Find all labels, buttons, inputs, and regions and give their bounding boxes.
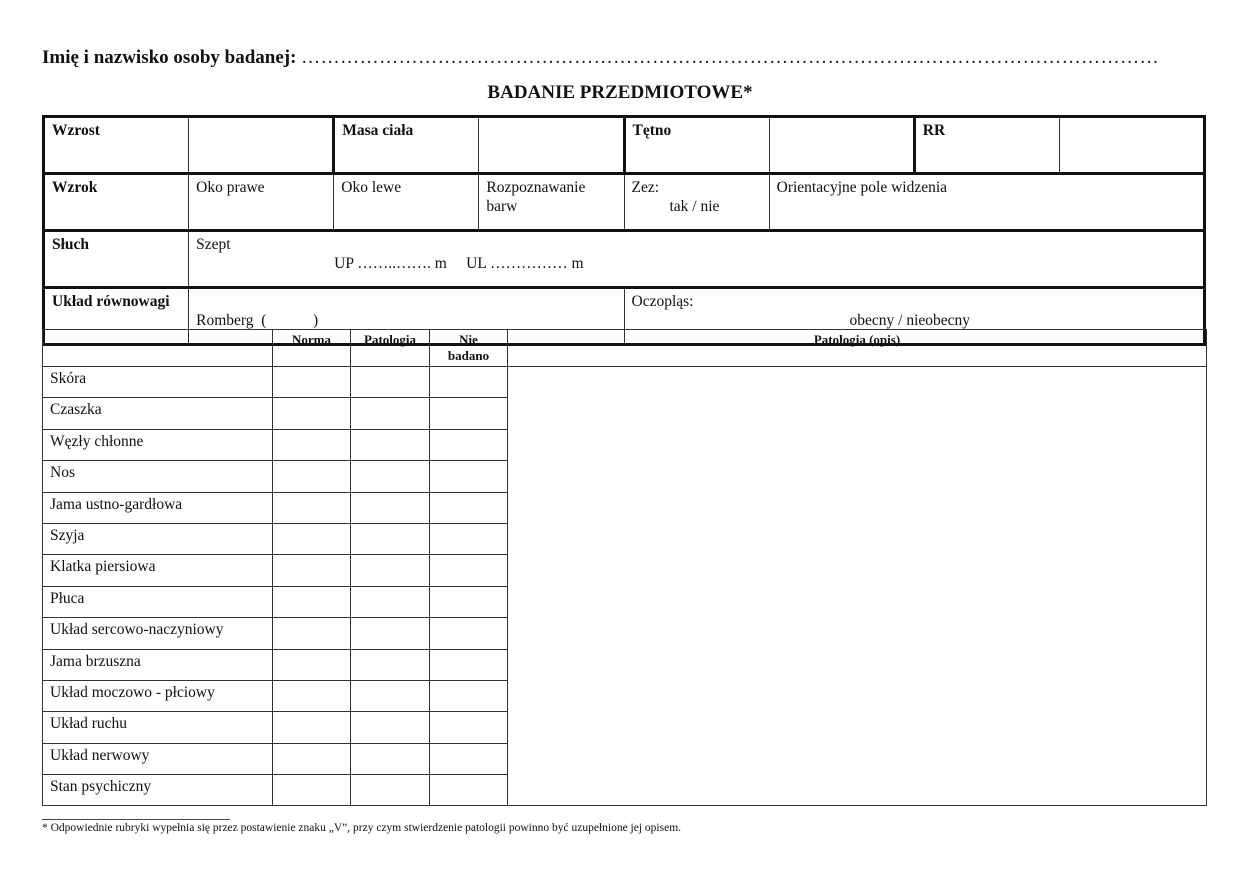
nie-badano-cell[interactable] [430, 367, 508, 398]
nie-badano-cell[interactable] [430, 492, 508, 523]
tetno-label: Tętno [624, 117, 769, 174]
rr-label: RR [914, 117, 1059, 174]
zez-options: tak / nie [669, 198, 720, 215]
patologia-cell[interactable] [351, 680, 430, 711]
table-row [43, 367, 1207, 398]
patologia-cell[interactable] [351, 649, 430, 680]
header-nie-badano: Nie badano [430, 330, 508, 367]
szept-label: Szept [196, 236, 231, 253]
header-blank [43, 330, 273, 367]
masa-field[interactable] [479, 117, 624, 174]
norma-cell[interactable] [273, 398, 351, 429]
field-of-view-field[interactable]: Orientacyjne pole widzenia [769, 174, 1204, 231]
footnote: * Odpowiednie rubryki wypełnia się przez postawienie znaku „V”, przy czym stwierdzenie patologii powinno być uzupełnione jej opisem. [42, 822, 682, 834]
balance-label: Układ równowagi [44, 288, 189, 345]
patient-name-dots: …………………………………………………………………………………………………………………… [301, 47, 1160, 68]
patologia-cell[interactable] [351, 743, 430, 774]
colors-field[interactable]: Rozpoznawanie barw [479, 174, 624, 231]
header-norma: Norma [273, 330, 351, 367]
nie-badano-cell[interactable] [430, 461, 508, 492]
row-label: Układ nerwowy [43, 743, 273, 774]
patologia-cell[interactable] [351, 712, 430, 743]
row-label: Układ moczowo - płciowy [43, 680, 273, 711]
norma-cell[interactable] [273, 618, 351, 649]
nie-badano-cell[interactable] [430, 775, 508, 806]
row-label: Nos [43, 461, 273, 492]
zez-field[interactable] [624, 174, 769, 231]
row-label: Jama ustno-gardłowa [43, 492, 273, 523]
header-patologia: Patologia [351, 330, 430, 367]
patologia-cell[interactable] [351, 775, 430, 806]
norma-cell[interactable] [273, 523, 351, 554]
exam-table [42, 329, 1207, 806]
norma-cell[interactable] [273, 367, 351, 398]
norma-cell[interactable] [273, 649, 351, 680]
row-label: Skóra [43, 367, 273, 398]
patologia-cell[interactable] [351, 523, 430, 554]
header-patologia-opis: Patologia (opis) [508, 330, 1207, 367]
nie-badano-cell[interactable] [430, 586, 508, 617]
row-label: Czaszka [43, 398, 273, 429]
sluch-label: Słuch [44, 231, 189, 288]
norma-cell[interactable] [273, 429, 351, 460]
row-label: Układ sercowo-naczyniowy [43, 618, 273, 649]
norma-cell[interactable] [273, 461, 351, 492]
nie-badano-cell[interactable] [430, 523, 508, 554]
norma-cell[interactable] [273, 586, 351, 617]
norma-cell[interactable] [273, 555, 351, 586]
wzrost-field[interactable] [189, 117, 334, 174]
row-label: Jama brzuszna [43, 649, 273, 680]
norma-cell[interactable] [273, 492, 351, 523]
patient-name-line[interactable] [42, 47, 1159, 69]
patologia-cell[interactable] [351, 461, 430, 492]
up-field[interactable]: UP ……..……. m [334, 255, 447, 272]
oczoplas-options: obecny / nieobecny [849, 312, 971, 329]
vitals-table [42, 115, 1206, 346]
norma-cell[interactable] [273, 743, 351, 774]
oczoplas-label: Oczopląs: [631, 293, 694, 310]
nie-badano-cell[interactable] [430, 649, 508, 680]
row-label: Stan psychiczny [43, 775, 273, 806]
nie-badano-cell[interactable] [430, 555, 508, 586]
patologia-cell[interactable] [351, 586, 430, 617]
page-title: BADANIE PRZEDMIOTOWE* [487, 82, 753, 103]
nie-badano-cell[interactable] [430, 429, 508, 460]
patologia-opis-field[interactable] [508, 367, 1207, 806]
nie-badano-cell[interactable] [430, 398, 508, 429]
row-label: Węzły chłonne [43, 429, 273, 460]
zez-label: Zez: [631, 179, 660, 196]
norma-cell[interactable] [273, 775, 351, 806]
rr-field[interactable] [1059, 117, 1204, 174]
row-label: Szyja [43, 523, 273, 554]
row-label: Klatka piersiowa [43, 555, 273, 586]
patologia-cell[interactable] [351, 429, 430, 460]
patient-name-label: Imię i nazwisko osoby badanej: [42, 47, 297, 68]
nie-badano-cell[interactable] [430, 680, 508, 711]
oko-prawe-field[interactable]: Oko prawe [189, 174, 334, 231]
masa-label: Masa ciała [334, 117, 479, 174]
nie-badano-cell[interactable] [430, 743, 508, 774]
row-label: Płuca [43, 586, 273, 617]
patologia-cell[interactable] [351, 492, 430, 523]
row-label: Układ ruchu [43, 712, 273, 743]
patologia-cell[interactable] [351, 618, 430, 649]
wzrost-label: Wzrost [44, 117, 189, 174]
nie-badano-cell[interactable] [430, 618, 508, 649]
nie-badano-cell[interactable] [430, 712, 508, 743]
patologia-cell[interactable] [351, 367, 430, 398]
norma-cell[interactable] [273, 712, 351, 743]
norma-cell[interactable] [273, 680, 351, 711]
patologia-cell[interactable] [351, 555, 430, 586]
footnote-rule [42, 819, 230, 820]
wzrok-label: Wzrok [44, 174, 189, 231]
ul-field[interactable]: UL …………… m [466, 255, 584, 272]
patologia-cell[interactable] [351, 398, 430, 429]
szept-field[interactable] [189, 231, 1205, 288]
romberg-label: Romberg ( ) [196, 312, 319, 329]
tetno-field[interactable] [769, 117, 914, 174]
oko-lewe-field[interactable]: Oko lewe [334, 174, 479, 231]
